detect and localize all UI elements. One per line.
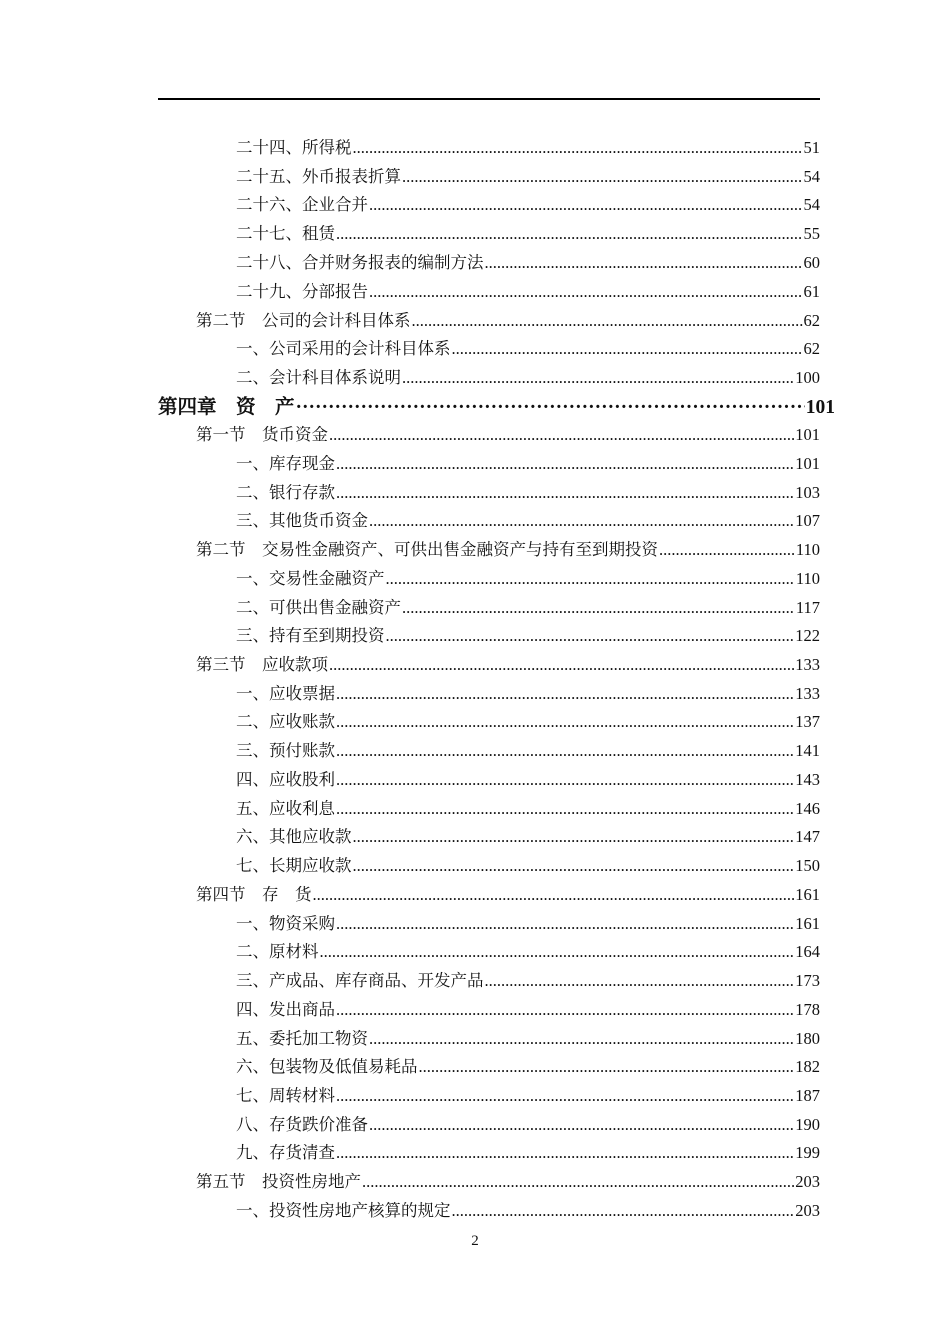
toc-page-number: 61 [803, 282, 820, 301]
toc-leader [329, 654, 794, 676]
toc-page-number: 51 [803, 138, 820, 157]
toc-entry-label: 五、应收利息 [236, 799, 335, 818]
toc-entry-label: 三、其他货币资金 [236, 511, 368, 530]
toc-page-number: 54 [803, 167, 820, 186]
toc-leader [336, 711, 794, 733]
toc-entry[interactable] [236, 597, 820, 619]
toc-page-number: 101 [795, 425, 820, 444]
toc-leader [336, 453, 794, 475]
toc-page-number: 161 [795, 885, 820, 904]
toc-entry-label: 二十五、外币报表折算 [236, 167, 401, 186]
toc-entry[interactable] [236, 1200, 820, 1222]
toc-entry-label: 一、投资性房地产核算的规定 [236, 1201, 451, 1220]
toc-page-number: 161 [795, 914, 820, 933]
toc-leader [419, 1056, 795, 1078]
toc-page-number: 110 [795, 540, 820, 559]
toc-leader [369, 1028, 794, 1050]
toc-leader [336, 1142, 794, 1164]
toc-page-number: 147 [795, 827, 820, 846]
toc-entry[interactable] [236, 166, 820, 188]
toc-leader [452, 338, 803, 360]
toc-chapter-entry[interactable] [158, 394, 835, 420]
toc-leader [353, 826, 795, 848]
toc-entry[interactable] [236, 1142, 820, 1164]
toc-entry[interactable] [236, 855, 820, 877]
toc-page-number: 133 [795, 655, 820, 674]
toc-entry[interactable] [236, 625, 820, 647]
toc-entry-label: 二十六、企业合并 [236, 195, 368, 214]
toc-entry-label: 三、产成品、库存商品、开发产品 [236, 971, 484, 990]
toc-entry-label: 第二节 交易性金融资产、可供出售金融资产与持有至到期投资 [196, 540, 658, 559]
toc-entry-label: 第五节 投资性房地产 [196, 1172, 361, 1191]
toc-entry-label: 二、原材料 [236, 942, 319, 961]
toc-entry[interactable] [236, 999, 820, 1021]
toc-entry-label: 第二节 公司的会计科目体系 [196, 311, 411, 330]
toc-entry-label: 四、发出商品 [236, 1000, 335, 1019]
toc-page-number: 203 [795, 1201, 820, 1220]
toc-entry-label: 二十七、租赁 [236, 224, 335, 243]
toc-entry-label: 一、应收票据 [236, 684, 335, 703]
toc-entry[interactable] [236, 367, 820, 389]
toc-entry[interactable] [236, 510, 820, 532]
toc-leader [402, 597, 795, 619]
toc-leader [336, 913, 794, 935]
toc-entry[interactable] [236, 683, 820, 705]
toc-entry-label: 九、存货清查 [236, 1143, 335, 1162]
toc-leader [336, 798, 794, 820]
toc-entry-label: 六、包装物及低值易耗品 [236, 1057, 418, 1076]
toc-entry[interactable] [236, 913, 820, 935]
toc-entry[interactable] [236, 1114, 820, 1136]
toc-entry-label: 二十八、合并财务报表的编制方法 [236, 253, 484, 272]
toc-entry[interactable] [236, 223, 820, 245]
toc-entry[interactable] [196, 884, 820, 906]
toc-entry[interactable] [236, 568, 820, 590]
page-number-footer: 2 [471, 1233, 479, 1249]
toc-page-number: 54 [803, 195, 820, 214]
toc-leader [353, 137, 803, 159]
toc-entry-label: 二、可供出售金融资产 [236, 598, 401, 617]
toc-page-number: 62 [803, 311, 820, 330]
toc-entry-label: 二、会计科目体系说明 [236, 368, 401, 387]
toc-leader [336, 999, 794, 1021]
toc-entry[interactable] [236, 769, 820, 791]
toc-entry-label: 五、委托加工物资 [236, 1029, 368, 1048]
toc-entry-label: 二、应收账款 [236, 712, 335, 731]
toc-entry-label: 第一节 货币资金 [196, 425, 328, 444]
toc-page-number: 182 [795, 1057, 820, 1076]
toc-entry[interactable] [196, 310, 820, 332]
toc-leader [313, 884, 795, 906]
toc-page-number: 117 [795, 598, 820, 617]
toc-entry[interactable] [236, 711, 820, 733]
toc-leader [369, 1114, 794, 1136]
toc-entry-label: 六、其他应收款 [236, 827, 352, 846]
header-rule [158, 98, 820, 100]
toc-entry[interactable] [236, 281, 820, 303]
toc-entry-label: 二十九、分部报告 [236, 282, 368, 301]
toc-entry-label: 三、预付账款 [236, 741, 335, 760]
toc-entry[interactable] [196, 424, 820, 446]
toc-page-number: 178 [795, 1000, 820, 1019]
toc-page-number: 62 [803, 339, 820, 358]
toc-entry[interactable] [236, 1085, 820, 1107]
toc-leader [336, 1085, 794, 1107]
toc-leader [402, 367, 794, 389]
toc-leader [336, 223, 803, 245]
toc-entry[interactable] [236, 252, 820, 274]
toc-entry[interactable] [236, 453, 820, 475]
toc-entry-label: 一、交易性金融资产 [236, 569, 385, 588]
toc-entry[interactable] [236, 194, 820, 216]
toc-entry[interactable] [236, 740, 820, 762]
toc-entry[interactable] [236, 482, 820, 504]
toc-leader [320, 941, 795, 963]
toc-page-number: 173 [795, 971, 820, 990]
toc-page-number: 187 [795, 1086, 820, 1105]
toc-entry-label: 二、银行存款 [236, 483, 335, 502]
toc-entry[interactable] [236, 798, 820, 820]
toc-page-number: 203 [795, 1172, 820, 1191]
toc-leader [369, 281, 803, 303]
toc-leader [296, 395, 805, 421]
toc-entry[interactable] [236, 338, 820, 360]
toc-entry-label: 一、库存现金 [236, 454, 335, 473]
toc-entry[interactable] [236, 1056, 820, 1078]
toc-entry[interactable] [236, 137, 820, 159]
toc-page-number: 190 [795, 1115, 820, 1134]
toc-leader [659, 539, 795, 561]
toc-page-number: 146 [795, 799, 820, 818]
toc-page-number: 60 [803, 253, 820, 272]
toc-page-number: 137 [795, 712, 820, 731]
toc-entry[interactable] [196, 1171, 820, 1193]
toc-page-number: 100 [795, 368, 820, 387]
toc-page-number: 141 [795, 741, 820, 760]
toc-leader [386, 568, 795, 590]
toc-page-number: 164 [795, 942, 820, 961]
toc-entry-label: 四、应收股利 [236, 770, 335, 789]
toc-leader [369, 510, 794, 532]
toc-page-number: 180 [795, 1029, 820, 1048]
toc-leader [402, 166, 803, 188]
toc-leader [485, 970, 795, 992]
toc-leader [369, 194, 803, 216]
toc-entry[interactable] [236, 970, 820, 992]
toc-leader [336, 482, 794, 504]
toc-page-number: 103 [795, 483, 820, 502]
toc-leader [362, 1171, 794, 1193]
toc-page-number: 101 [795, 454, 820, 473]
toc-leader [336, 740, 794, 762]
toc-page-number: 107 [795, 511, 820, 530]
toc-page-number: 110 [795, 569, 820, 588]
toc-leader [452, 1200, 795, 1222]
toc-leader [412, 310, 803, 332]
toc-leader [336, 683, 794, 705]
toc-entry[interactable] [196, 539, 820, 561]
toc-entry-label: 一、公司采用的会计科目体系 [236, 339, 451, 358]
toc-entry-label: 第三节 应收款项 [196, 655, 328, 674]
toc-page-number: 55 [803, 224, 820, 243]
toc-entry[interactable] [236, 941, 820, 963]
toc-leader [386, 625, 795, 647]
toc-entry-label: 第四节 存 货 [196, 885, 312, 904]
toc-page-number: 122 [795, 626, 820, 645]
toc-entry-label: 七、周转材料 [236, 1086, 335, 1105]
toc-entry-label: 一、物资采购 [236, 914, 335, 933]
toc-entry[interactable] [196, 654, 820, 676]
toc-page-number: 199 [795, 1143, 820, 1162]
toc-page-number: 150 [795, 856, 820, 875]
toc-entry[interactable] [236, 826, 820, 848]
toc-entry[interactable] [236, 1028, 820, 1050]
toc-leader [336, 769, 794, 791]
toc-page-number: 133 [795, 684, 820, 703]
toc-leader [329, 424, 794, 446]
toc-entry-label: 八、存货跌价准备 [236, 1115, 368, 1134]
toc-page-number: 101 [805, 397, 835, 418]
toc-leader [353, 855, 795, 877]
toc-entry-label: 三、持有至到期投资 [236, 626, 385, 645]
toc-entry-label: 第四章 资 产 [158, 395, 295, 418]
toc-entry-label: 二十四、所得税 [236, 138, 352, 157]
toc-leader [485, 252, 803, 274]
toc-page-number: 143 [795, 770, 820, 789]
toc-entry-label: 七、长期应收款 [236, 856, 352, 875]
